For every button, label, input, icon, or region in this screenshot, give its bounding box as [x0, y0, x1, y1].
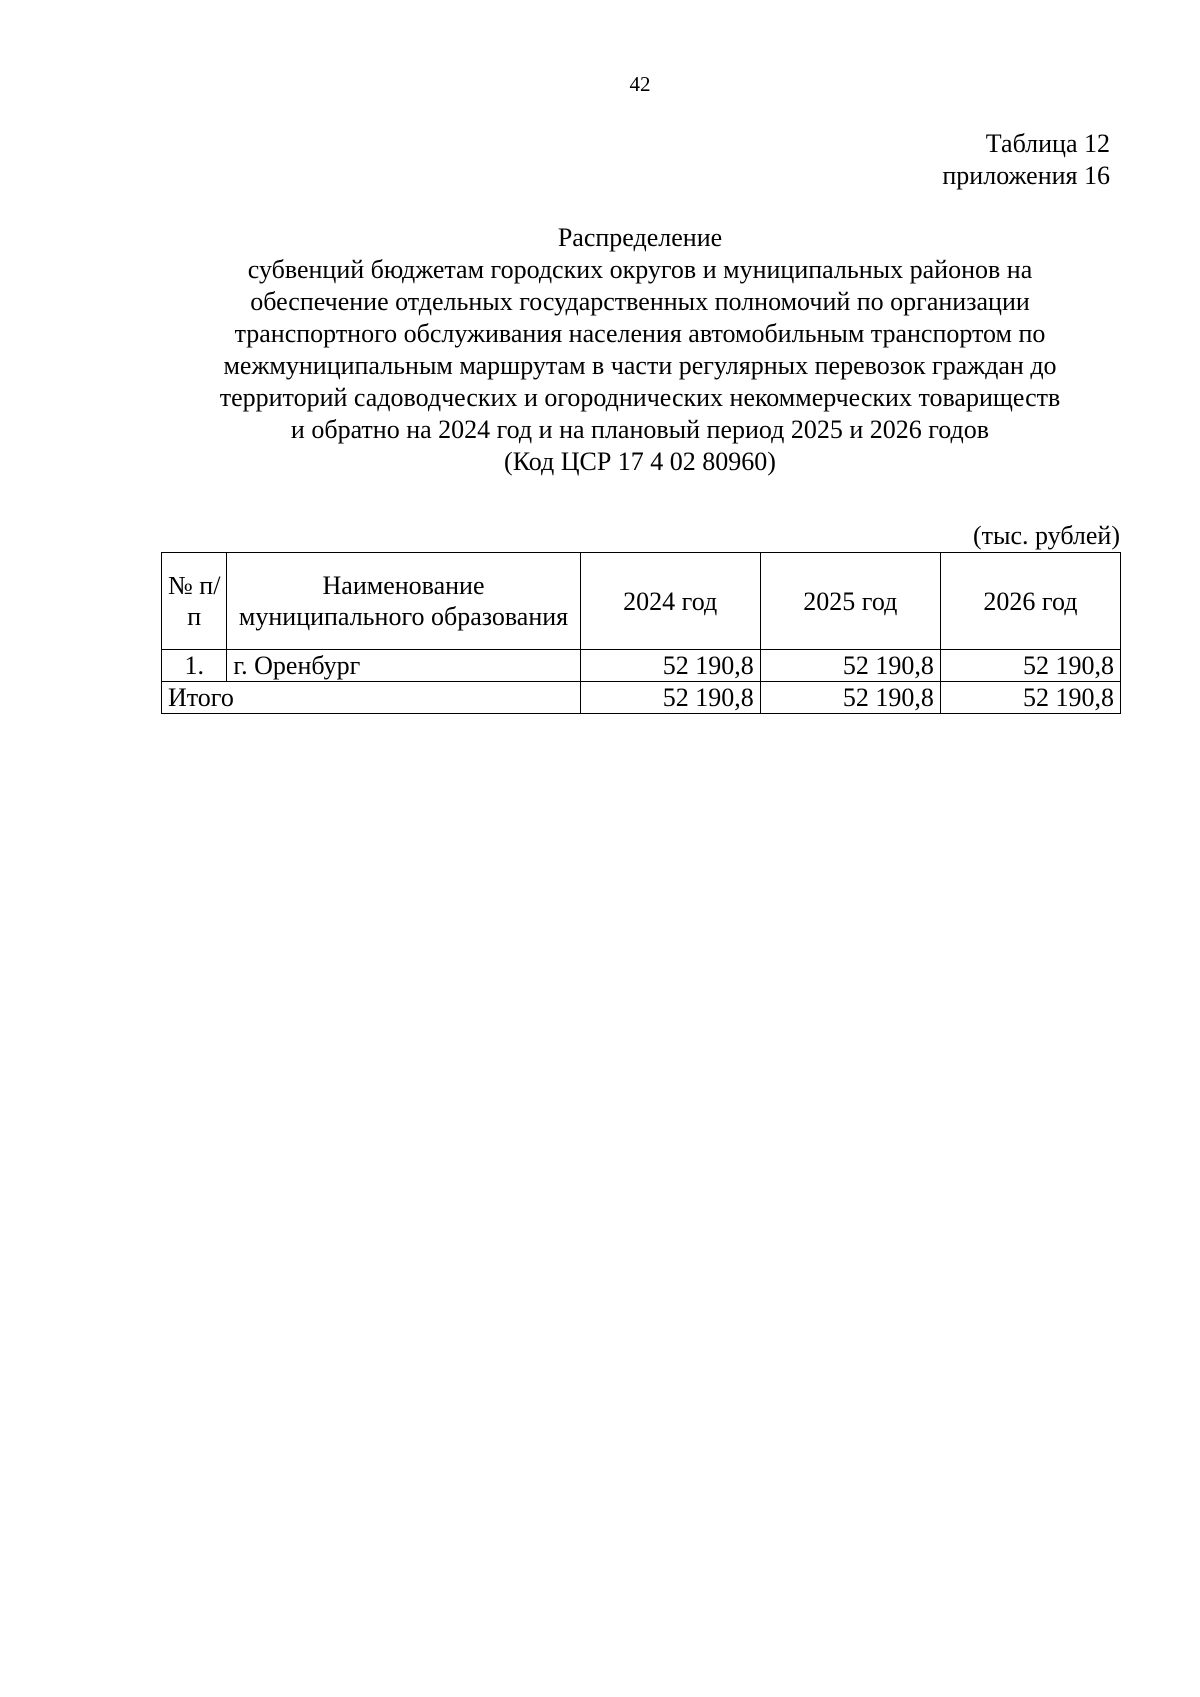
distribution-table	[161, 552, 1121, 714]
total-row	[162, 682, 1121, 714]
header-2024: 2024 год	[580, 553, 760, 650]
table-ref-line1: Таблица 12	[985, 129, 1110, 158]
table-row	[162, 650, 1121, 682]
row-name: г. Оренбург	[227, 650, 580, 682]
units-label: (тыс. рублей)	[972, 521, 1120, 550]
total-label: Итого	[162, 682, 581, 714]
title-line-5: территорий садоводческих и огороднических некоммерческих товариществ	[219, 383, 1061, 412]
title-line-1: субвенций бюджетам городских округов и муниципальных районов на	[247, 255, 1033, 284]
table-ref-line2: приложения 16	[942, 161, 1110, 190]
row-value-2024: 52 190,8	[580, 650, 760, 682]
title-line-4: межмуниципальным маршрутам в части регулярных перевозок граждан до	[223, 351, 1057, 380]
title-line-3: транспортного обслуживания населения автомобильным транспортом по	[234, 319, 1046, 348]
total-value-2025: 52 190,8	[760, 682, 940, 714]
page-number: 42	[629, 72, 651, 96]
row-value-2026: 52 190,8	[940, 650, 1120, 682]
document-title	[150, 222, 1130, 478]
table-header-row	[162, 553, 1121, 650]
header-2026: 2026 год	[940, 553, 1120, 650]
header-2025: 2025 год	[760, 553, 940, 650]
title-line-6: и обратно на 2024 год и на плановый период 2025 и 2026 годов	[290, 415, 990, 444]
header-num: № п/п	[162, 553, 227, 650]
row-value-2025: 52 190,8	[760, 650, 940, 682]
total-value-2026: 52 190,8	[940, 682, 1120, 714]
row-num: 1.	[162, 650, 227, 682]
title-code: (Код ЦСР 17 4 02 80960)	[504, 447, 776, 476]
header-name: Наименование муниципального образования	[227, 553, 580, 650]
title-line-2: обеспечение отдельных государственных полномочий по организации	[250, 287, 1030, 316]
title-heading: Распределение	[557, 223, 723, 252]
table-reference	[942, 128, 1110, 192]
total-value-2024: 52 190,8	[580, 682, 760, 714]
